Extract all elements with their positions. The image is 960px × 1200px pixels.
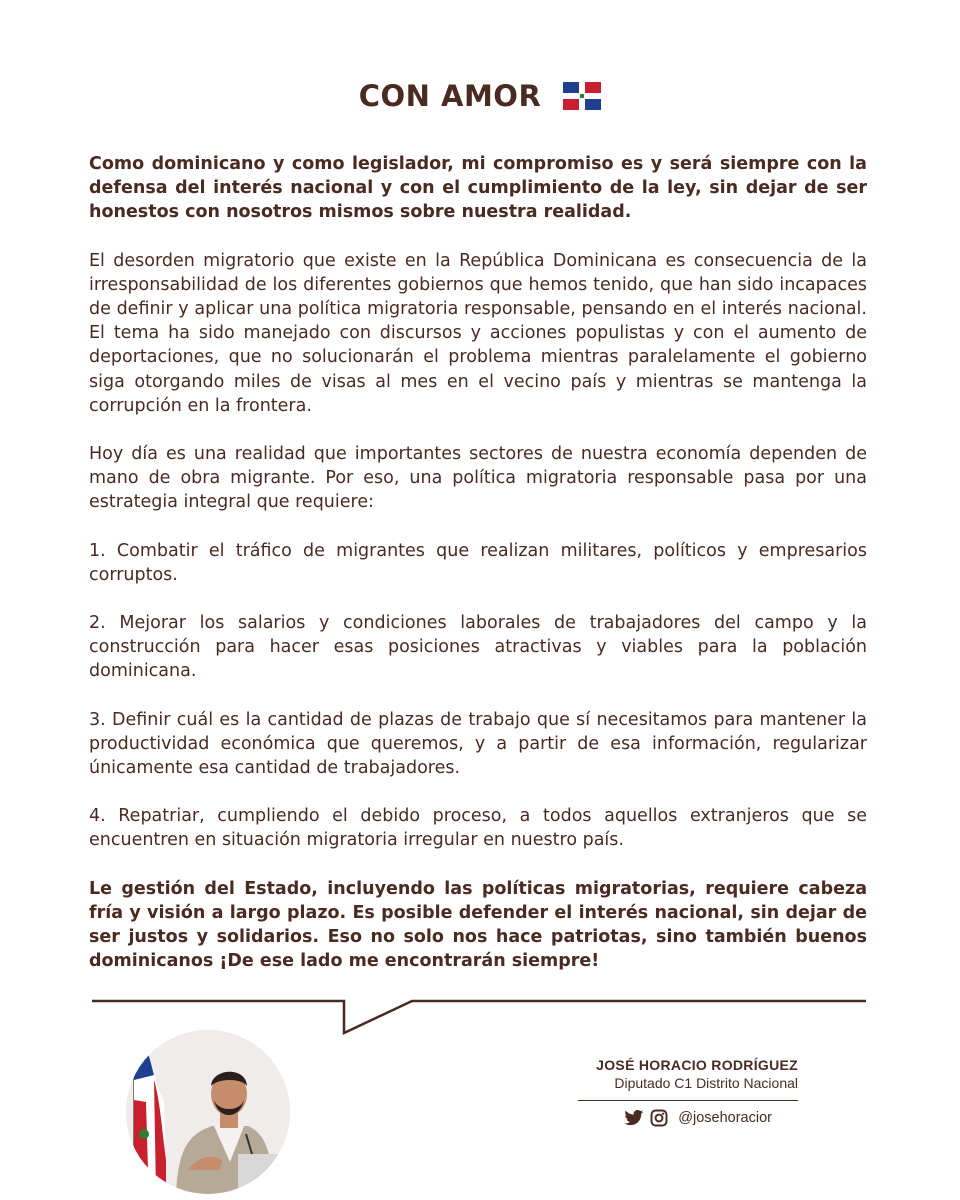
signature-block [560, 1056, 798, 1127]
author-role: Diputado C1 Distrito Nacional [614, 1075, 798, 1091]
list-item: 4. Repatriar, cumpliendo el debido proceso, a todos aquellos extranjeros que se encuentren en situación migratoria irregular en nuestro país. [89, 806, 867, 851]
closing-paragraph: Le gestión del Estado, incluyendo las políticas migratorias, requiere cabeza fría y visión a largo plazo. Es posible defender el interés nacional, sin dejar de ser justos y solidarios. Eso no solo nos hace patriotas, sino también buenos dominicanos ¡De ese lado me encontrarán siempre! [89, 878, 867, 972]
list-item: 1. Combatir el tráfico de migrantes que realizan militares, políticos y empresarios corruptos. [89, 540, 867, 585]
page-title: CON AMOR [358, 79, 542, 113]
signature-divider [578, 1100, 798, 1101]
portrait-illustration [126, 1030, 290, 1194]
social-links [560, 1109, 798, 1127]
twitter-icon[interactable] [624, 1109, 644, 1127]
author-name: JOSÉ HORACIO RODRÍGUEZ [596, 1057, 798, 1073]
letter-body [89, 152, 867, 997]
paragraph-strategy: Hoy día es una realidad que importantes sectores de nuestra economía dependen de mano de obra migrante. Por eso, una política migratoria responsable pasa por una estrategia integral que requiere: [89, 444, 867, 513]
speech-bubble-divider [0, 990, 960, 1040]
header [0, 76, 960, 116]
paragraph-migration-disorder: El desorden migratorio que existe en la República Dominicana es consecuencia de la irresponsabilidad de los diferentes gobiernos que hemos tenido, que han sido incapaces de definir y aplicar una política migratoria responsable, pensando en el interés nacional. El tema ha sido manejado con discursos y acciones populistas y con el aumento de deportaciones, que no solucionarán el problema mientras paralelamente el gobierno siga otorgando miles de visas al mes en el vecino país y mientras se mantenga la corrupción en la frontera. [89, 250, 867, 416]
social-handle[interactable]: @josehoracior [678, 1110, 772, 1126]
list-item: 3. Definir cuál es la cantidad de plazas de trabajo que sí necesitamos para mantener la productividad económica que queremos, y a partir de esa información, regularizar únicamente esa cantidad de trabajadores. [89, 709, 867, 779]
instagram-icon[interactable] [650, 1109, 668, 1127]
portrait-photo [126, 1030, 290, 1194]
intro-paragraph: Como dominicano y como legislador, mi compromiso es y será siempre con la defensa del interés nacional y con el cumplimiento de la ley, sin dejar de ser honestos con nosotros mismos sobre nuestra realidad. [89, 154, 867, 223]
dominican-flag-icon [563, 82, 601, 110]
list-item: 2. Mejorar los salarios y condiciones laborales de trabajadores del campo y la construcción para hacer esas posiciones atractivas y viables para la población dominicana. [89, 613, 867, 682]
